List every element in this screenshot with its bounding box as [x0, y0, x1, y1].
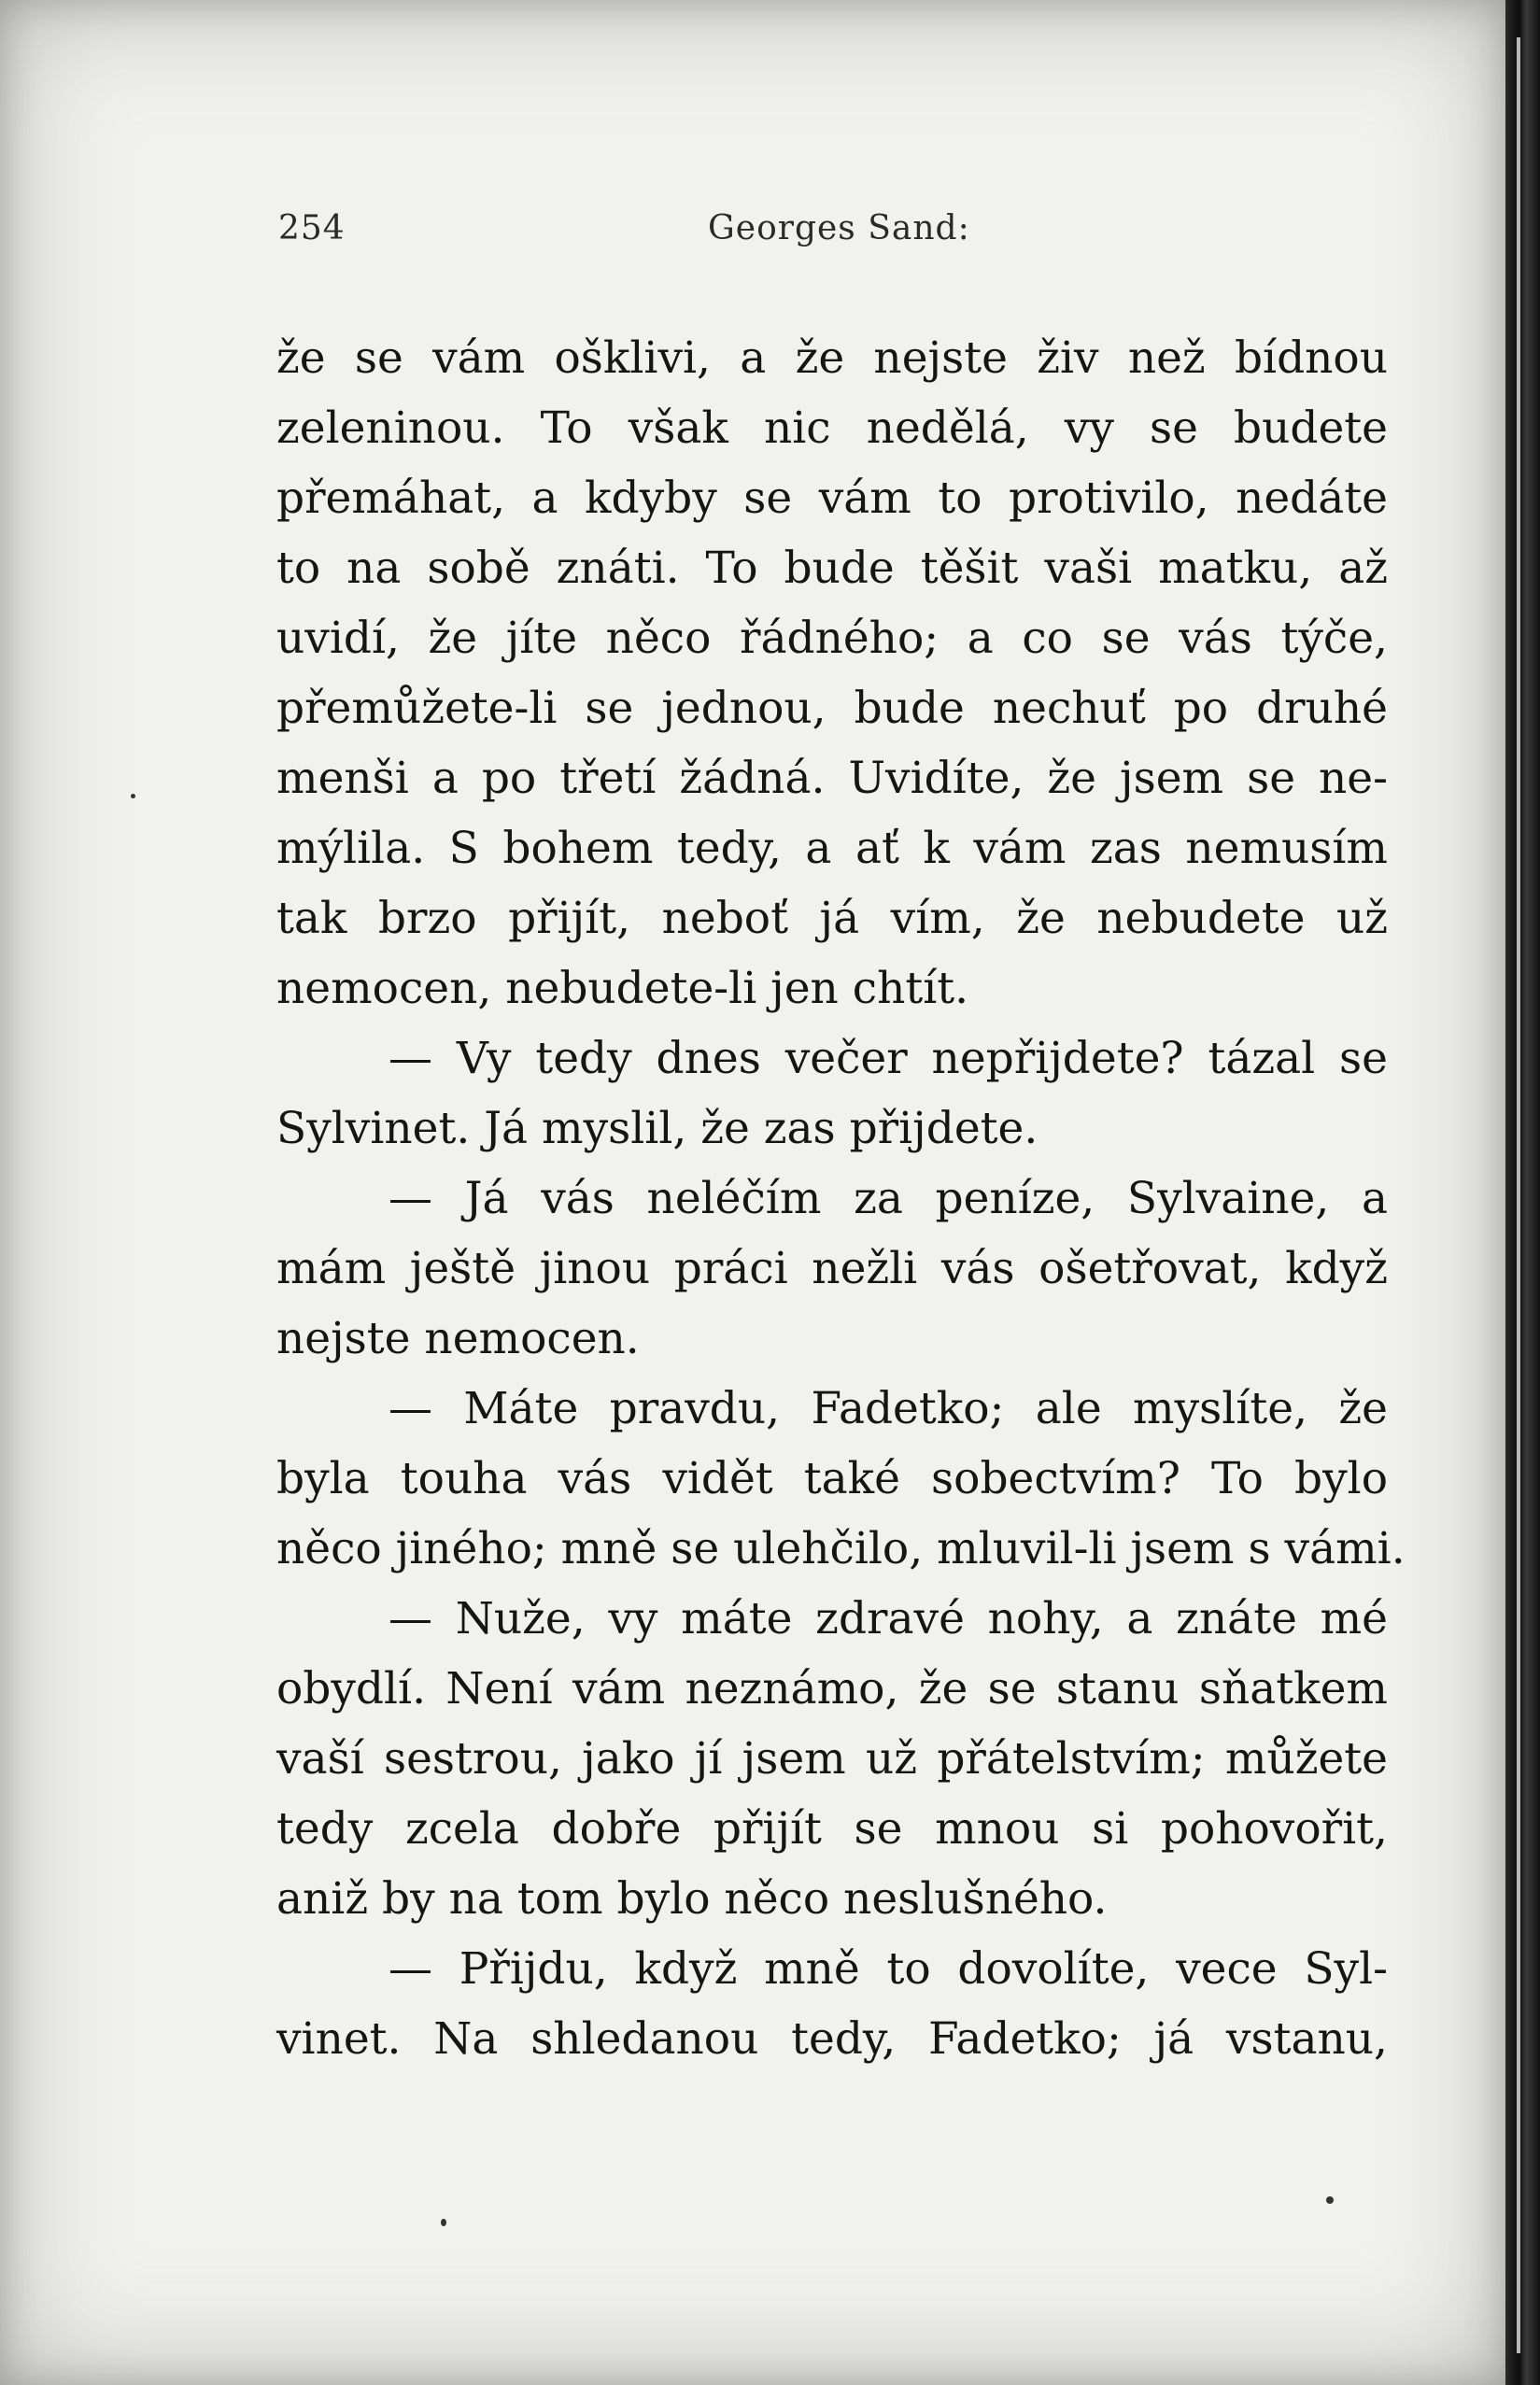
text-line: vaší sestrou, jako jí jsem už přátelstvím; můžete [276, 1733, 1388, 1785]
text-line: zeleninou. To však nic nedělá, vy se budete [276, 402, 1388, 454]
text-line: uvidí, že jíte něco řádného; a co se vás týče, [276, 613, 1388, 664]
text-line: to na sobě znáti. To bude těšit vaši matku, až [276, 543, 1388, 594]
text-line: tak brzo přijít, neboť já vím, že nebudete už [276, 893, 1388, 944]
text-line: — Nuže, vy máte zdravé nohy, a znáte mé [389, 1593, 1388, 1644]
scan-speck [131, 794, 135, 798]
text-line: přemáhat, a kdyby se vám to protivilo, nedáte [276, 473, 1388, 524]
text-line: nemocen, nebudete-li jen chtít. [276, 963, 969, 1014]
text-line: tedy zcela dobře přijít se mnou si pohovořit, [276, 1803, 1388, 1855]
page-header [278, 209, 1390, 265]
scan-speck [1326, 2196, 1334, 2204]
text-line: — Já vás neléčím za peníze, Sylvaine, a [389, 1173, 1388, 1224]
page-number: 254 [278, 209, 346, 247]
text-line: menši a po třetí žádná. Uvidíte, že jsem se ne- [276, 753, 1388, 804]
scan-speck [441, 2219, 446, 2226]
body-text [276, 323, 1406, 2074]
text-line: přemůžete-li se jednou, bude nechuť po druhé [276, 683, 1388, 734]
text-line: nejste nemocen. [276, 1313, 640, 1364]
next-page-edge [1517, 37, 1520, 2353]
running-title: Georges Sand: [708, 209, 970, 247]
text-line: vinet. Na shledanou tedy, Fadetko; já vstanu, [276, 2013, 1388, 2065]
text-line: byla touha vás vidět také sobectvím? To bylo [276, 1453, 1388, 1504]
text-line: mýlila. S bohem tedy, a ať k vám zas nemusím [276, 823, 1388, 874]
text-line: obydlí. Není vám neznámo, že se stanu sňatkem [276, 1663, 1388, 1715]
text-line: že se vám ošklivi, a že nejste živ než bídnou [276, 332, 1388, 384]
text-line: Sylvinet. Já myslil, že zas přijdete. [276, 1103, 1038, 1154]
book-spine [1505, 0, 1540, 2385]
text-line: — Máte pravdu, Fadetko; ale myslíte, že [389, 1383, 1388, 1434]
text-line: mám ještě jinou práci nežli vás ošetřovat, když [276, 1243, 1388, 1294]
text-line: — Přijdu, když mně to dovolíte, vece Syl- [389, 1943, 1388, 1995]
text-line: — Vy tedy dnes večer nepřijdete? tázal se [389, 1033, 1388, 1084]
text-line: něco jiného; mně se ulehčilo, mluvil-li jsem s vámi. [276, 1523, 1406, 1574]
text-line: aniž by na tom bylo něco neslušného. [276, 1873, 1108, 1925]
